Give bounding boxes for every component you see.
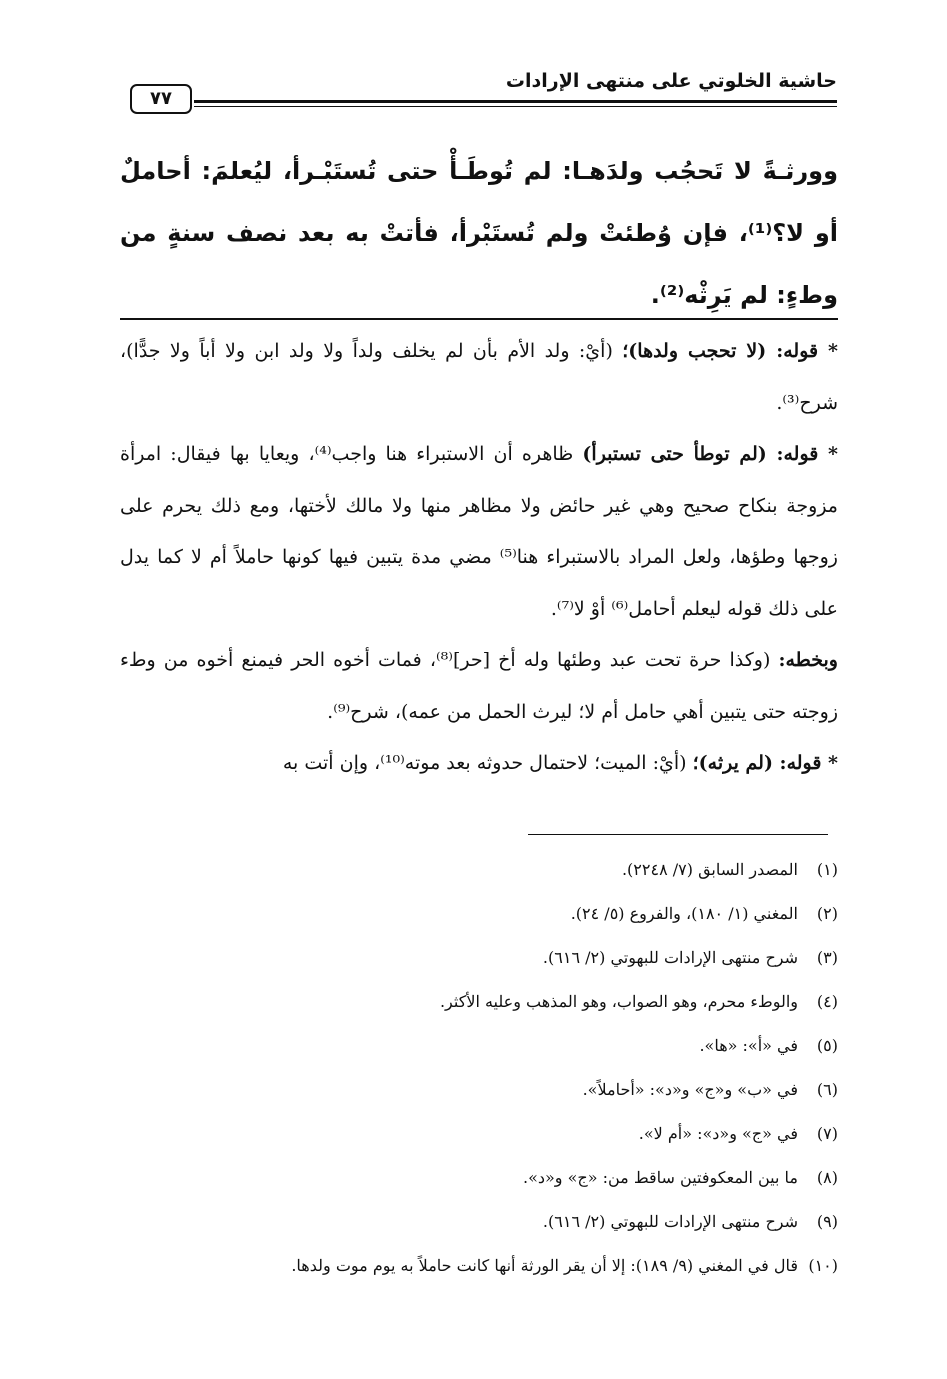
footnote-number: (١)	[816, 860, 838, 879]
header-rule	[194, 100, 837, 103]
paragraph-lead: * قوله: (لم توطأ حتى تستبرأ)	[582, 443, 838, 465]
footnote	[120, 892, 838, 936]
paragraph-text: (وكذا حرة تحت عبد وطئها وله أخ [حر]⁽⁸⁾، فمات أخوه الحر فيمنع أخوه من وطء زوجته حتى يتبين أهي حامل أم لا؛ ليرث الحمل من عمه)، شرح⁽⁹⁾.	[120, 649, 838, 723]
footnote	[120, 1024, 838, 1068]
header-rule-thin	[194, 106, 837, 107]
footnote-text: والوطء محرم، وهو الصواب، وهو المذهب وعليه الأكثر.	[439, 992, 798, 1011]
commentary-paragraph	[120, 738, 838, 790]
matn-separator	[120, 318, 838, 320]
footnote-text: قال في المغني (٩/ ١٨٩): إلا أن يقر الورثة أنها كانت حاملاً به يوم موت ولدها.	[291, 1256, 798, 1275]
footnote-text: في «ج» و«د»: «أم لا».	[638, 1124, 798, 1143]
footnote-number: (٦)	[816, 1080, 838, 1099]
footnote-separator	[528, 834, 828, 835]
footnote	[120, 980, 838, 1024]
paragraph-text: (أيْ: الميت؛ لاحتمال حدوثه بعد موته⁽¹⁰⁾، وإن أتت به	[282, 752, 693, 774]
commentary-paragraph	[120, 635, 838, 738]
page-header	[122, 70, 837, 116]
footnote-text: المغني (١/ ١٨٠)، والفروع (٥/ ٢٤).	[570, 904, 798, 923]
page-number: ٧٧	[130, 84, 192, 114]
paragraph-lead: وبخطه:	[778, 649, 838, 671]
footnote	[120, 1156, 838, 1200]
footnote-number: (١٠)	[808, 1256, 838, 1275]
running-title: حاشية الخلوتي على منتهى الإرادات	[505, 70, 837, 92]
paragraph-text: (أيْ: ولد الأم بأن لم يخلف ولداً ولا ولد ابن ولا أباً ولا جدًّا)، شرح⁽³⁾.	[120, 340, 838, 414]
footnote	[120, 936, 838, 980]
footnote	[120, 1068, 838, 1112]
footnote-text: ما بين المعكوفتين ساقط من: «ج» و«د».	[523, 1168, 798, 1187]
commentary-paragraph	[120, 326, 838, 429]
paragraph-lead: * قوله: (لم يرثه)؛	[692, 752, 838, 774]
footnote-number: (٩)	[816, 1212, 838, 1231]
footnote-text: المصدر السابق (٧/ ٢٢٤٨).	[621, 860, 798, 879]
footnote-number: (٥)	[816, 1036, 838, 1055]
paragraph-lead: * قوله: (لا تحجب ولدها)؛	[622, 340, 838, 362]
commentary-paragraph	[120, 429, 838, 635]
footnote-number: (٢)	[816, 904, 838, 923]
footnote-text: في «أ»: «ها».	[699, 1036, 798, 1055]
footnote-text: شرح منتهى الإرادات للبهوتي (٢/ ٦١٦).	[542, 948, 798, 967]
footnote-number: (٣)	[816, 948, 838, 967]
footnote	[120, 1200, 838, 1244]
footnote-number: (٨)	[816, 1168, 838, 1187]
paragraph-text: ظاهره أن الاستبراء هنا واجب⁽⁴⁾، ويعايا بها فيقال: امرأة مزوجة بنكاح صحيح وهي غير حائض ولا مظاهر منها ولا مالك لأختها، ومع ذلك يحرم على زوجها وطؤها، ولعل المراد بالاستبراء هنا⁽⁵⁾ مضي مدة يتبين فيها كونها حاملاً أم لا كما يدل على ذلك قوله ليعلم أحامل⁽⁶⁾ أوْ لا⁽⁷⁾.	[120, 443, 838, 620]
footnotes	[120, 848, 838, 1288]
footnote-number: (٤)	[816, 992, 838, 1011]
footnote	[120, 1244, 838, 1288]
commentary	[120, 326, 838, 790]
footnote	[120, 1112, 838, 1156]
footnote	[120, 848, 838, 892]
footnote-text: في «ب» و«ج» و«د»: «أحاملاً».	[582, 1080, 798, 1099]
footnote-text: شرح منتهى الإرادات للبهوتي (٢/ ٦١٦).	[542, 1212, 798, 1231]
footnote-number: (٧)	[816, 1124, 838, 1143]
matn-text: وورثـةً لا تَحجُب ولدَهـا: لم تُوطَـأْ حتى تُستَبْـرأ، ليُعلمَ: أحاملٌ أو لا؟⁽¹⁾، فإن وُطئتْ ولم تُستَبْرأ، فأتتْ به بعد نصف سنةٍ من وطءٍ: لم يَرِثْه⁽²⁾.	[120, 157, 838, 309]
